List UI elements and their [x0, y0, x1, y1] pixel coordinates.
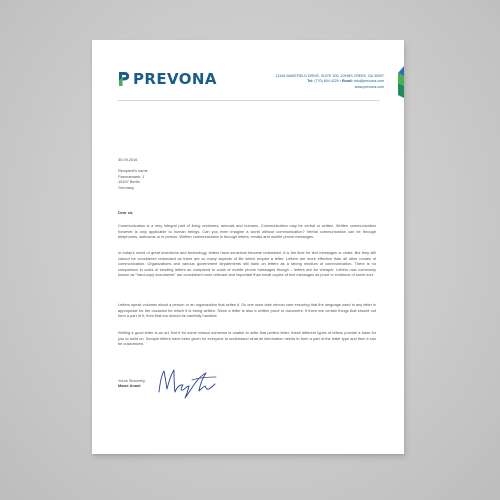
website-line: www.prevona.com	[354, 84, 384, 89]
letter-date: 30.09.2016	[118, 157, 138, 162]
recipient-street: Panoramastr. 1	[118, 173, 145, 179]
signer-name: Mawe Anant	[118, 383, 141, 389]
tel-label: Tel:	[307, 79, 314, 84]
recipient-city: 10407 Berlin	[118, 179, 140, 185]
recipient-name: Recipient's name	[118, 168, 148, 173]
closing-block	[118, 378, 146, 389]
body-paragraph-2: In today's world of great inventions and technology, letters have somehow become redundant. It is the time for text messages or chats. But they still cannot be considered redundant as there are so many aspects of life which require a letter. Letters are more effective than all other modes of communication. Organizations and various government departments still bank on letters as a strong medium of communication. There is no comparison in costs of sending letters as compared to costs of mobile phone messages though – letters are far cheaper. Letters now commonly known as "hard-copy documents" are considered more relevant and important than email copies of text messages as proof or evidence of some sort.	[118, 250, 376, 278]
email-label: Email:	[341, 79, 353, 84]
contact-block	[276, 74, 384, 90]
header-divider	[118, 100, 380, 101]
recipient-block	[118, 168, 148, 190]
tel-value: (770) 804 4229	[314, 79, 339, 84]
recipient-country: Germany	[118, 184, 134, 190]
email-value: info@prevona.com	[353, 79, 384, 84]
corner-accent-icon	[396, 66, 404, 98]
salutation: Dear sir,	[118, 210, 134, 215]
handwritten-signature	[156, 365, 218, 401]
body-paragraph-1: Communication is a very integral part of living creatures, animals and humans. Communication may be verbal or written. Written communication however is only applicable to human beings. Can you even imagine a world without communication? Verbal communication can be through telephones, webcams or in person. Written communication is through letters, emails and mobile phone messages.	[118, 223, 376, 240]
body-paragraph-4: Writing a good letter is an art. But if for some reason someone is unable to write that perfect letter, these different types of letters provide a base for you to build on. Sample letters have been given for everyone to understand what all information needs to form a part of the letter type and then it can be customized.	[118, 330, 376, 347]
brand-logo	[118, 71, 217, 87]
brand-name: PREVONA	[133, 69, 217, 88]
body-paragraph-3: Letters speak volumes about a person or an organization that writes it. So one must take utmost care ensuring that the language used in any letter is appropriate for the occasion for which it is being written. Since a letter is also a written proof or document, if there are certain things that should not form a part of it, then that too should be carefully handled.	[118, 302, 376, 319]
address-line: 11345 WAKEFIELD DRIVE, SUITE 300, JOHNS CREEK, GA 30097	[275, 74, 384, 78]
phone-email-line: Tel: (770) 804 4229 • Email: info@prevona.com	[307, 79, 384, 84]
prevona-p-logo-icon	[118, 71, 130, 87]
closing-phrase: Yours Sincerely,	[118, 378, 146, 383]
letter-page	[92, 40, 404, 454]
